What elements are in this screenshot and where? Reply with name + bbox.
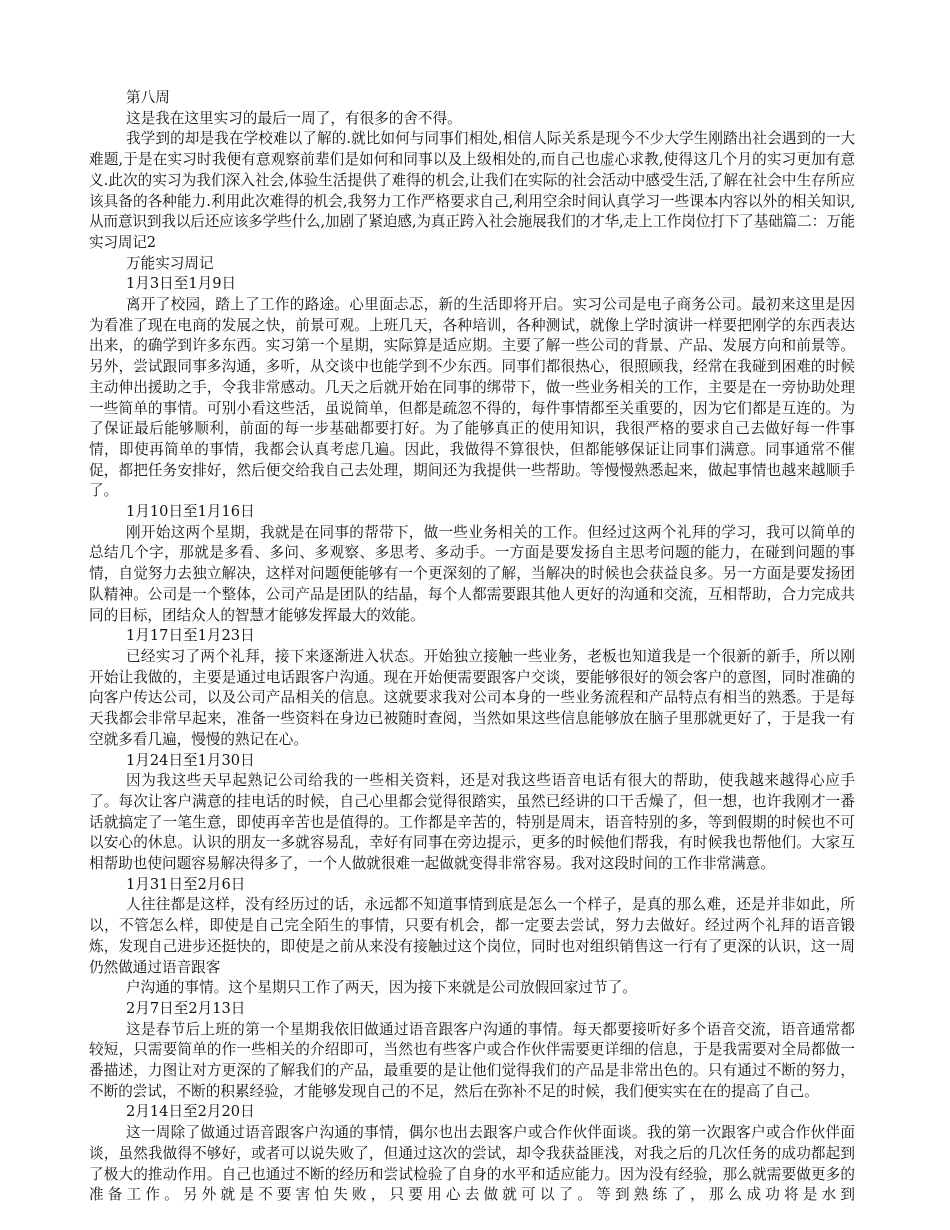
entry-date: 2月7日至2月13日 [126,999,246,1017]
entry-body-paragraph: 这是春节后上班的第一个星期我依旧做通过语音跟客户沟通的事情。每天都要接听好多个语音交流，语音通常都较短，只需要简单的作一些相关的介绍即可，当然也有些客户或合作伙伴需要更详细的信息，于是我需要对全局都做一番描述，力图让对方更深的了解我们的产品，最重要的是让他们觉得我们的产品是非常出色的。只有通过不断的努力，不断的尝试，不断的积累经验，才能够发现自己的不足，然后在弥补不足的时候，我们便实实在在的提高了自己。 [89,1020,855,1100]
journal-title: 万能实习周记 [126,254,214,272]
entry-date: 1月17日至1月23日 [126,627,255,645]
entry-body-continuation: 户沟通的事情。这个星期只工作了两天，因为接下来就是公司放假回家过节了。 [126,979,637,997]
week8-body-paragraph: 我学到的却是我在学校难以了解的.就比如何与同事们相处,相信人际关系是现今不少大学生刚踏出社会遇到的一大难题,于是在实习时我便有意观察前辈们是如何和同事以及上级相处的,而自己也虚心求教,使得这几个月的实习更加有意义.此次的实习为我们深入社会,体验生活提供了难得的机会,让我们在实际的社会活动中感受生活,了解在社会中生存所应该具备的各种能力.利用此次难得的机会,我努力工作严格要求自己,利用空余时间认真学习一些课本内容以外的相关知识,从而意识到我以后还应该多学些什么,加剧了紧迫感,为真正跨入社会施展我们的才华,走上工作岗位打下了基础篇二：万能实习周记2 [89,130,855,251]
entry-body-paragraph: 刚开始这两个星期，我就是在同事的帮带下，做一些业务相关的工作。但经过这两个礼拜的学习，我可以简单的总结几个字，那就是多看、多问、多观察、多思考、多动手。一方面是要发扬自主思考问题的能力，在碰到问题的事情，自觉努力去独立解决，这样对问题便能够有一个更深刻的了解，当解决的时候也会获益良多。另一方面是要发扬团队精神。公司是一个整体，公司产品是团队的结晶，每个人都需要跟其他人更好的沟通和交流，互相帮助，合力完成共同的目标，团结众人的智慧才能够发挥最大的效能。 [89,523,855,624]
entry-body-paragraph: 因为我这些天早起熟记公司给我的一些相关资料，还是对我这些语音电话有很大的帮助，使我越来越得心应手了。每次让客户满意的挂电话的时候，自己心里都会觉得很踏实，虽然已经讲的口干舌燥了，但一想，也许我刚才一番话就搞定了一笔生意，即使再辛苦也是值得的。工作都是辛苦的，特别是周末，语音特别的多，等到假期的时候也不可以安心的休息。认识的朋友一多就容易乱，幸好有同事在旁边提示，更多的时候他们帮我，有时候我也帮他们。大家互相帮助也使问题容易解决得多了，一个人做就很难一起做就变得非常容易。我对这段时间的工作非常满意。 [89,772,855,873]
entry-body-paragraph: 已经实习了两个礼拜，接下来逐渐进入状态。开始独立接触一些业务，老板也知道我是一个很新的新手，所以刚开始让我做的，主要是通过电话跟客户沟通。现在开始便需要跟客户交谈，要能够很好的领会客户的意图，同时准确的向客户传达公司，以及公司产品相关的信息。这就要求我对公司本身的一些业务流程和产品特点有相当的熟悉。于是每天我都会非常早起来，准备一些资料在身边已被随时查阅，当然如果这些信息能够放在脑子里那就更好了，于是我一有空就多看几遍，慢慢的熟记在心。 [89,647,855,748]
entry-date: 1月3日至1月9日 [126,275,237,293]
entry-date: 2月14日至2月20日 [126,1103,255,1121]
entry-body-paragraph: 离开了校园，踏上了工作的路途。心里面忐忑，新的生活即将开启。实习公司是电子商务公司。最初来这里是因为看准了现在电商的发展之快，前景可观。上班几天，各种培训，各种测试，就像上学时演讲一样要把刚学的东西表达出来，的确学到许多东西。实习第一个星期，实际算是适应期。主要了解一些公司的背景、产品、发展方向和前景等。另外，尝试跟同事多沟通，多听，从交谈中也能学到不少东西。同事们都很热心，很照顾我，经常在我碰到困难的时候主动伸出援助之手，令我非常感动。几天之后就开始在同事的绑带下，做一些业务相关的工作，主要是在一旁协助处理一些简单的事情。可别小看这些活，虽说简单，但都是疏忽不得的，每件事情都至关重要的，因为它们都是互连的。为了保证最后能够顺利，前面的每一步基础都要打好。为了能够真正的使用知识，我很严格的要求自己去做好每一件事情，即使再简单的事情，我都会认真考虑几遍。因此，我做得不算很快，但都能够保证让同事们满意。同事通常不催促，都把任务安排好，然后便交给我自己去处理，期间还为我提供一些帮助。等慢慢熟悉起来，做起事情也越来越顺手了。 [89,296,855,500]
entry-date: 1月31日至2月6日 [126,875,246,893]
entry-body-paragraph: 这一周除了做通过语音跟客户沟通的事情，偶尔也出去跟客户或合作伙伴面谈。我的第一次跟客户或合作伙伴面谈，虽然我做得不够好，或者可以说失败了，但通过这次的尝试，却令我获益匪浅，对我之后的几次任务的成功都起到了极大的推动作用。自己也通过不断的经历和尝试检验了自身的水平和适应能力。因为没有经验，那么就需要做更多的准备工作。另外就是不要害怕失败，只要用心去做就可以了。等到熟练了，那么成功将是水到 [89,1124,855,1204]
entry-date: 1月24日至1月30日 [126,751,255,769]
week8-heading: 第八周 [126,89,170,106]
week8-intro: 这是我在这里实习的最后一周了，有很多的舍不得。 [126,109,462,127]
document-page [89,88,855,1206]
entry-body-paragraph: 人往往都是这样，没有经历过的话，永远都不知道事情到底是怎么一个样子，是真的那么难，还是并非如此，所以，不管怎么样，即使是自己完全陌生的事情，只要有机会，都一定要去尝试，努力去做好。经过两个礼拜的语音锻炼，发现自己进步还挺快的，即使是之前从来没有接触过这个岗位，同时也对组织销售这一行有了更深的认识，这一周仍然做通过语音跟客 [89,896,855,976]
entry-date: 1月10日至1月16日 [126,503,255,521]
